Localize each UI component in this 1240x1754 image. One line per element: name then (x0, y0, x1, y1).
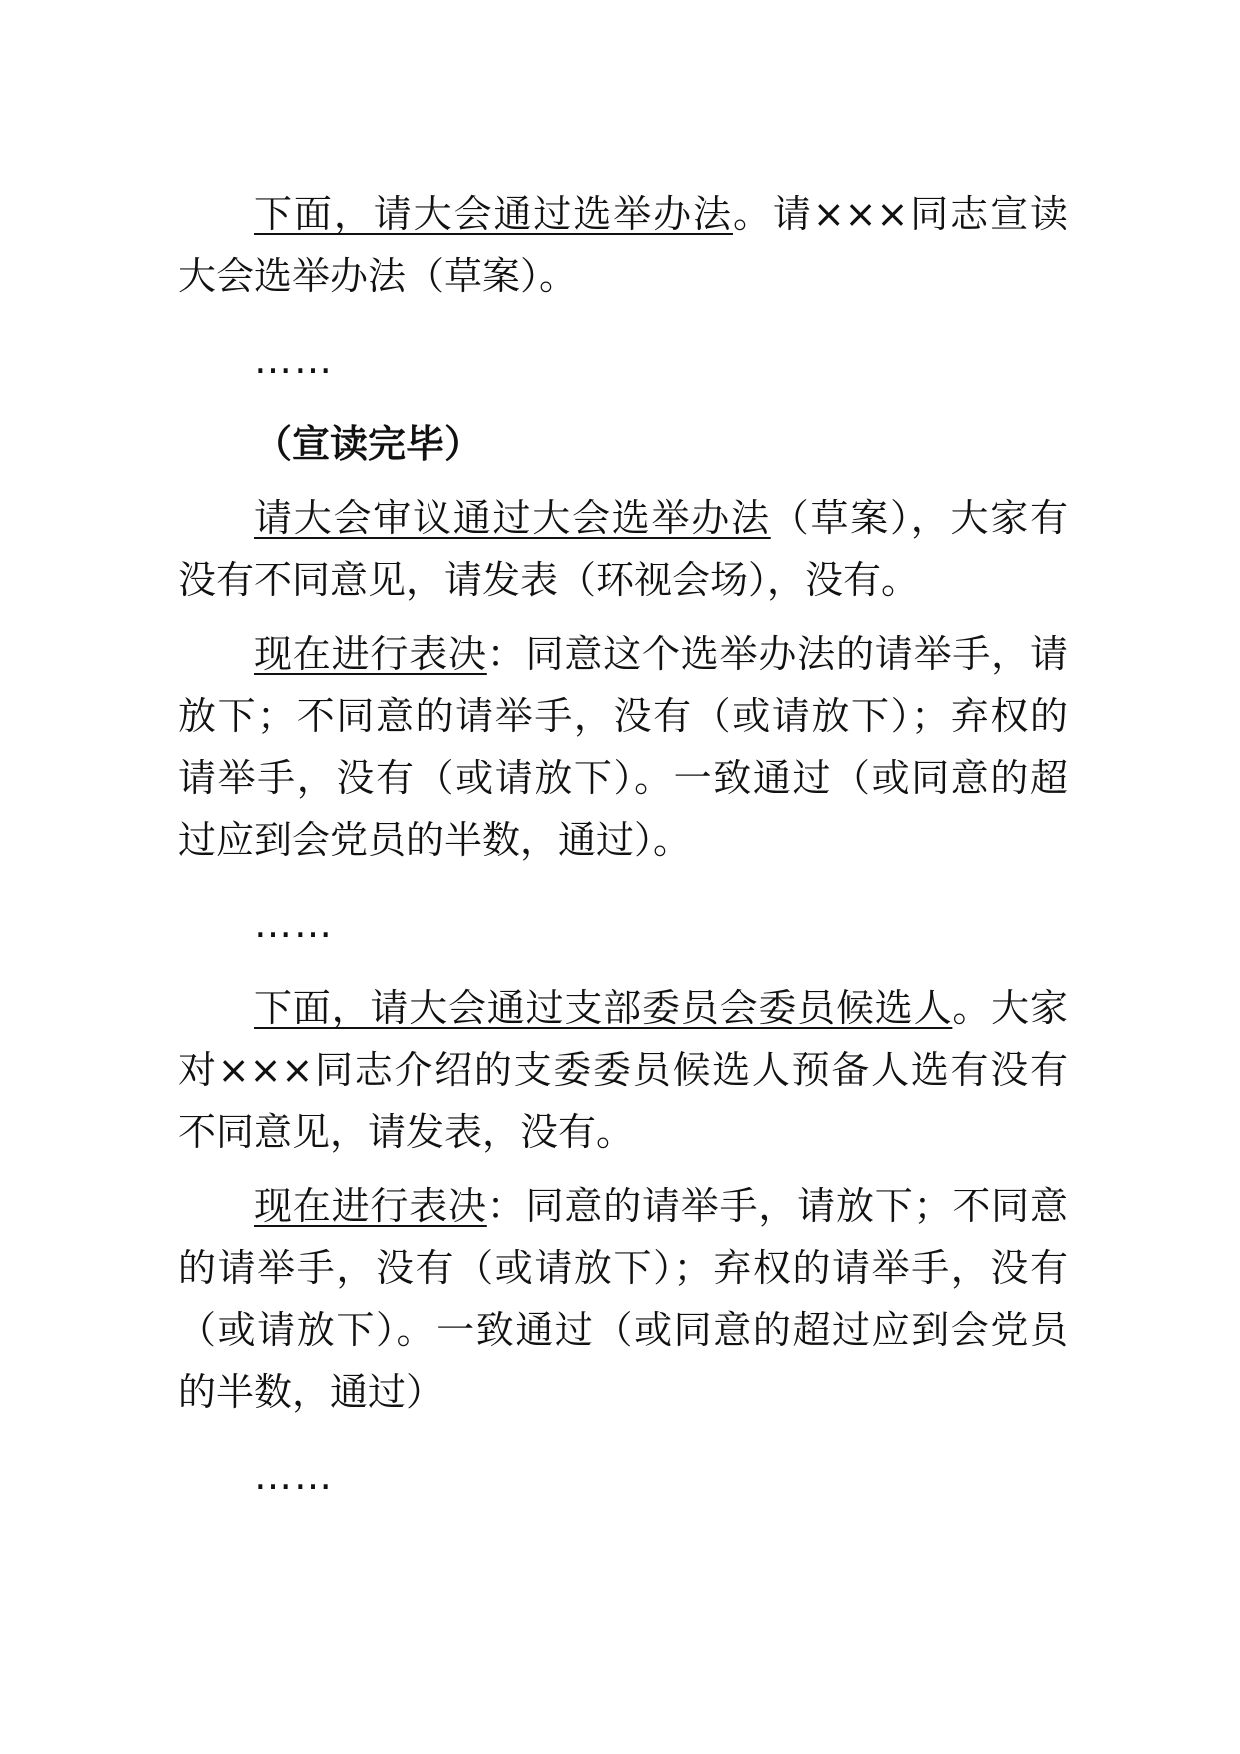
underlined-phrase: 现在进行表决 (254, 632, 487, 676)
paragraph-reading-finished: （宣读完毕） (254, 422, 483, 466)
paragraph-text: （草案），大家有没有不同意见，请发表（环视会场），没有。 (178, 496, 1068, 602)
paragraph-text: ：同意的请举手，请放下；不同意的请举手，没有（或请放下）；弃权的请举手，没有（或请放下）。一致通过（或同意的超过应到会党员的半数，通过） (178, 1184, 1068, 1414)
underlined-phrase: 请大会审议通过大会选举办法 (254, 496, 771, 540)
underlined-phrase: 现在进行表决 (254, 1184, 487, 1228)
underlined-phrase: 下面，请大会通过支部委员会委员候选人 (254, 986, 953, 1030)
ellipsis: …… (254, 902, 334, 946)
paragraph-vote-method (178, 623, 1068, 871)
ellipsis: …… (254, 1454, 334, 1498)
underlined-phrase: 下面，请大会通过选举办法 (254, 192, 733, 236)
paragraph-election-method-intro (178, 183, 1068, 307)
ellipsis: …… (254, 338, 334, 382)
document-body (178, 183, 1068, 1529)
paragraph-text: 。大家对×××同志介绍的支委委员候选人预备人选有没有不同意见，请发表，没有。 (178, 986, 1068, 1154)
paragraph-review-method (178, 487, 1068, 611)
paragraph-vote-candidates (178, 1175, 1068, 1423)
paragraph-text: ：同意这个选举办法的请举手，请放下；不同意的请举手，没有（或请放下）；弃权的请举手，没有（或请放下）。一致通过（或同意的超过应到会党员的半数，通过）。 (178, 632, 1068, 862)
paragraph-text: 。请×××同志宣读大会选举办法（草案）。 (178, 192, 1068, 298)
paragraph-candidates-intro (178, 977, 1068, 1163)
